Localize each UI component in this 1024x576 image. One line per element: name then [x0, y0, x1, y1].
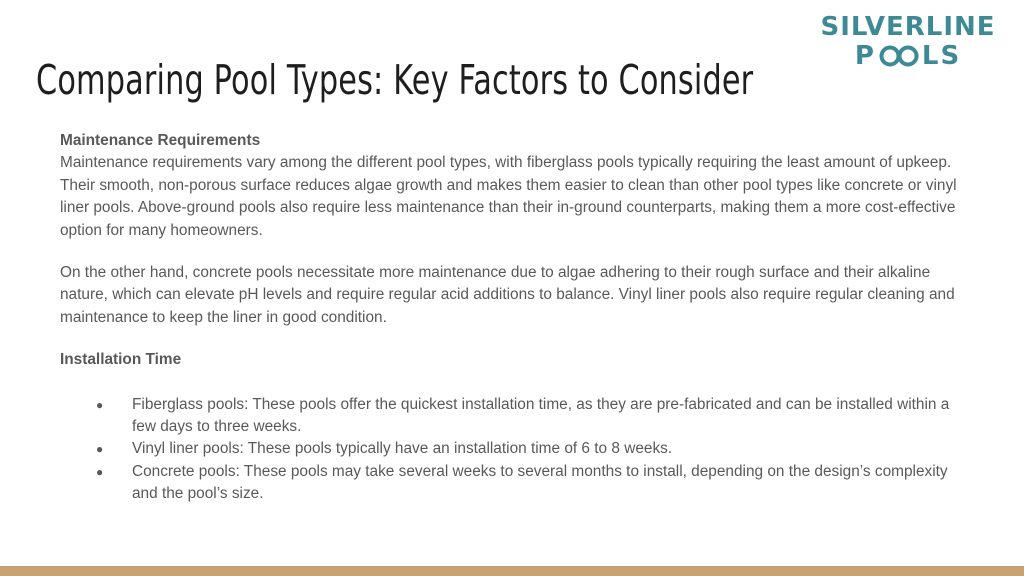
page-title: Comparing Pool Types: Key Factors to Consider — [36, 56, 754, 104]
list-item-text: Concrete pools: These pools may take several weeks to several months to install, depending on the design’s complexity and the pool’s size. — [132, 462, 948, 503]
list-item-text: Fiberglass pools: These pools offer the quickest installation time, as they are pre-fabricated and can be installed within a few days to three weeks. — [132, 395, 950, 436]
logo-line-1: SILVERLINE — [820, 12, 996, 42]
spacer — [60, 372, 960, 394]
maintenance-heading: Maintenance Requirements — [60, 132, 261, 149]
bullet-icon: ● — [96, 397, 104, 412]
logo-line-2 — [808, 43, 1008, 69]
logo-line-2-start: P — [854, 41, 876, 71]
installation-list — [60, 394, 960, 506]
spacer — [60, 329, 960, 349]
logo-linked-rings-icon — [877, 45, 921, 67]
bullet-icon: ● — [96, 464, 104, 479]
installation-heading: Installation Time — [60, 351, 182, 369]
list-item — [60, 438, 960, 460]
footer-bar — [0, 566, 1024, 576]
list-item — [60, 394, 960, 439]
spacer — [60, 242, 960, 262]
maintenance-paragraph-1: Maintenance requirements vary among the different pool types, with fiberglass pools typically requiring the least amount of upkeep. Their smooth, non-porous surface reduces algae growth and makes them easier to clean than other pool types like concrete or vinyl liner pools. Above-ground pools also require less maintenance than their in-ground counterparts, making them a more cost-effective option for many homeowners. — [60, 154, 957, 239]
list-item-text: Vinyl liner pools: These pools typically have an installation time of 6 to 8 weeks. — [132, 440, 673, 458]
maintenance-paragraph-2: On the other hand, concrete pools necessitate more maintenance due to algae adhering to their rough surface and their alkaline nature, which can elevate pH levels and require regular acid additions to balance. Vinyl liner pools also require regular cleaning and maintenance to keep the liner in good condition. — [60, 264, 955, 326]
logo-line-2-end: LS — [921, 41, 962, 71]
bullet-icon: ● — [96, 442, 104, 457]
list-item — [60, 461, 960, 506]
silverline-pools-logo — [808, 14, 1008, 69]
slide-content — [60, 130, 960, 506]
